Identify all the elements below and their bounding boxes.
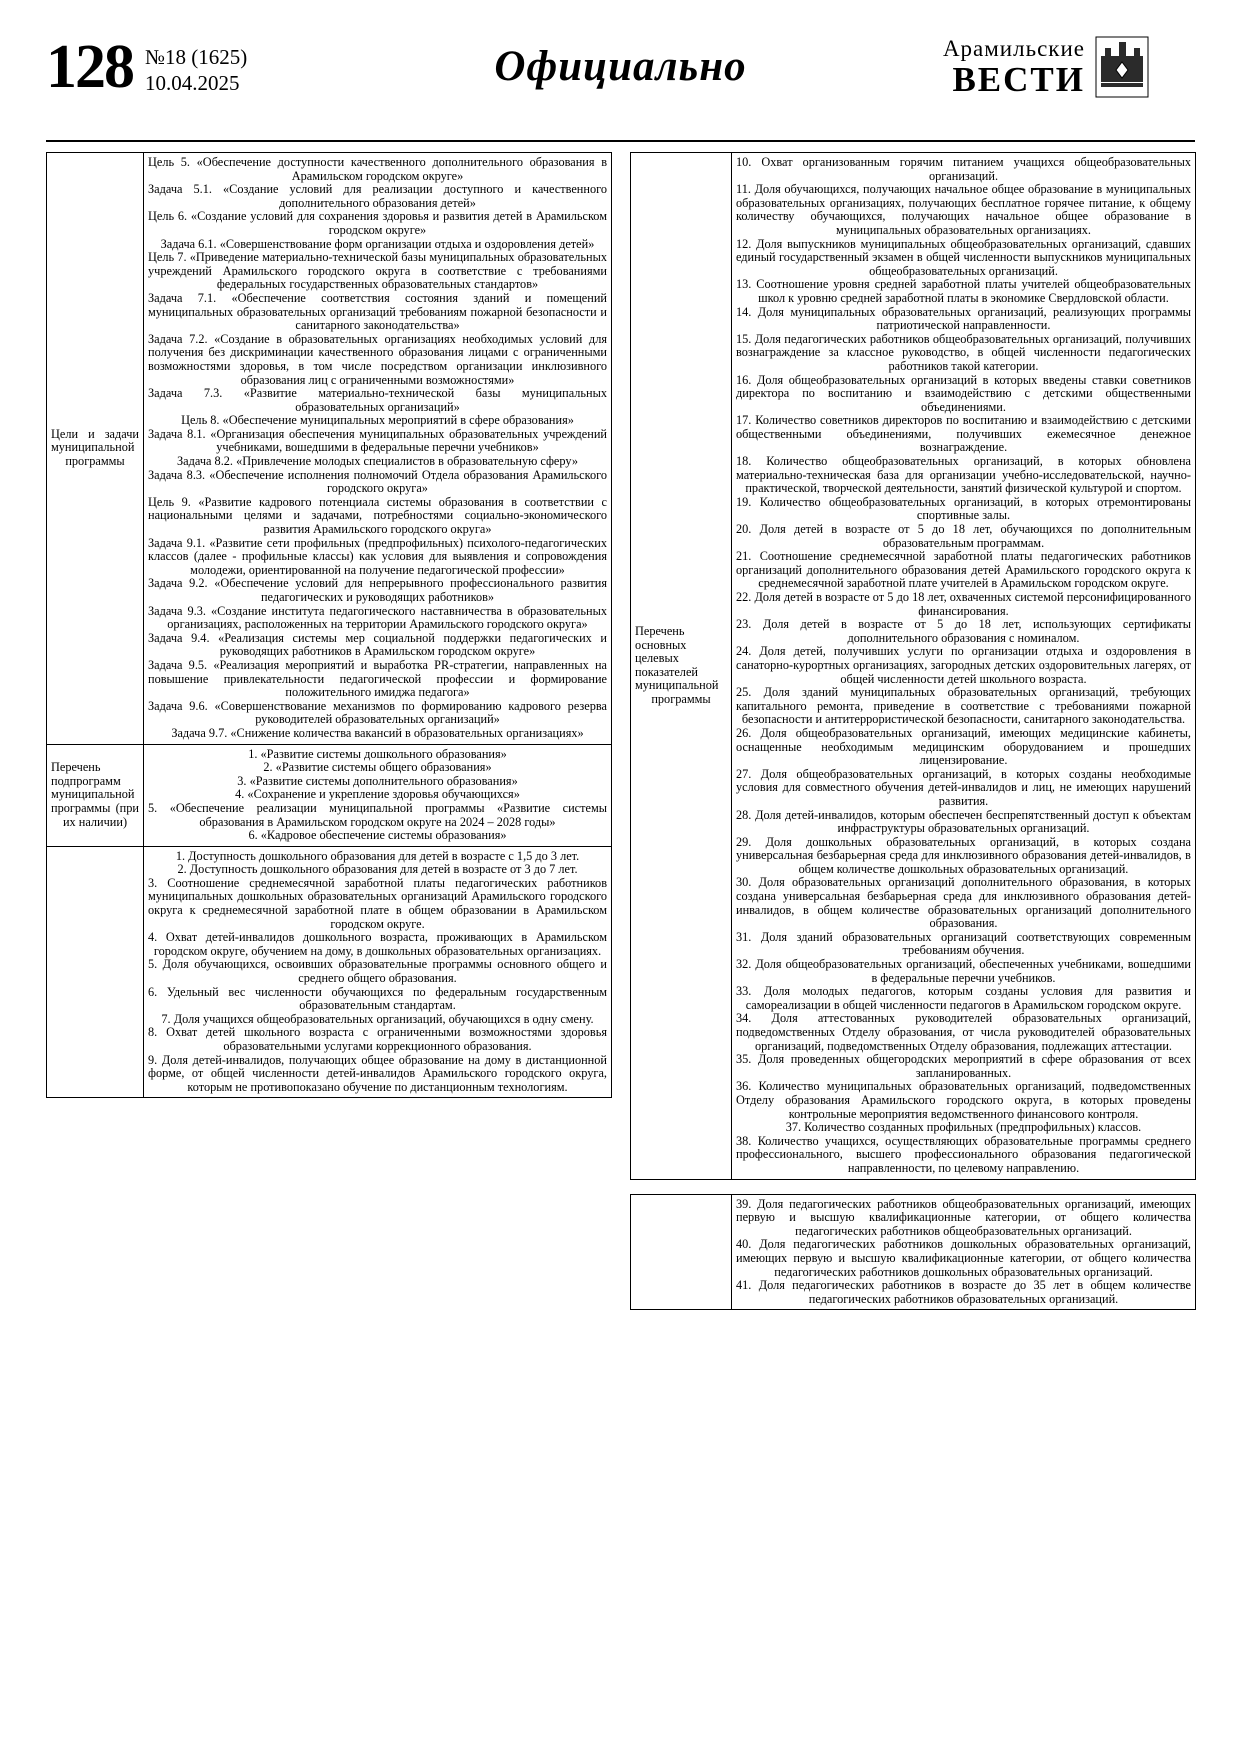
row-body-indicators-right bbox=[732, 153, 1196, 1180]
table-row bbox=[47, 153, 612, 745]
goal-6: Цель 6. «Создание условий для сохранения здоровья и развития детей в Арамильском городском округе» bbox=[148, 209, 607, 237]
table-row bbox=[631, 153, 1196, 1180]
masthead bbox=[46, 0, 1195, 134]
indicator-25: 25. Доля зданий муниципальных образовательных организаций, требующих капитального ремонта, приведение в соответствие с требованиями пожарной безопасности и антитеррористической безопасности, санитарного законодательства. bbox=[736, 685, 1191, 727]
indicator-3: 3. Соотношение среднемесячной заработной платы педагогических работников муниципальных дошкольных образовательных организаций Арамильского городского округа к среднемесячной заработной плате в общем образовании в Арамильском городском округе. bbox=[148, 875, 607, 931]
indicator-24: 24. Доля детей, получивших услуги по организации отдыха и оздоровления в санаторно-курортных организациях, загородных детских оздоровительных лагерях, от общей численности детей школьного возраста. bbox=[736, 644, 1191, 686]
task-9-5: Задача 9.5. «Реализация мероприятий и выработка PR-стратегии, направленных на повышение привлекательности педагогической профессии и формирование положительного имиджа педагога» bbox=[148, 657, 607, 700]
issue-number: №18 (1625) bbox=[145, 45, 248, 69]
indicator-12: 12. Доля выпускников муниципальных общеобразовательных организаций, сдавших единый государственный экзамен в общей численности выпускников муниципальных общеобразовательных организаций. bbox=[736, 236, 1191, 278]
indicator-35: 35. Доля проведенных общегородских мероприятий в сфере образования от всех запланированных. bbox=[736, 1052, 1191, 1080]
brand-line-1: Арамильские bbox=[942, 36, 1085, 61]
indicator-33: 33. Доля молодых педагогов, которым созданы условия для развития и самореализации в общей численности педагогов в Арамильском городском округе. bbox=[736, 984, 1191, 1012]
newspaper-logo bbox=[943, 36, 1149, 98]
table-row bbox=[47, 846, 612, 1098]
indicator-29: 29. Доля дошкольных образовательных организаций, в которых создана универсальная безбарьерная среда для инклюзивного образования детей-инвалидов, в общем количестве дошкольных образовательных организаций. bbox=[736, 834, 1191, 876]
indicator-2: 2. Доступность дошкольного образования для детей в возрасте от 3 до 7 лет. bbox=[177, 862, 578, 877]
row-label-subprograms: Перечень подпрограмм муниципальной программы (при их наличии) bbox=[47, 744, 144, 846]
task-8-2: Задача 8.2. «Привлечение молодых специалистов в образовательную сферу» bbox=[177, 454, 578, 469]
indicator-22: 22. Доля детей в возрасте от 5 до 18 лет, охваченных системой персонифицированного финансирования. bbox=[736, 590, 1191, 618]
masthead-divider bbox=[46, 140, 1195, 142]
indicator-31: 31. Доля зданий образовательных организаций соответствующих современным требованиям обучения. bbox=[736, 929, 1191, 958]
program-table-right-2 bbox=[630, 1194, 1196, 1311]
table-row bbox=[631, 1194, 1196, 1310]
program-table-left bbox=[46, 152, 612, 1098]
row-body-indicators-left bbox=[144, 846, 612, 1098]
row-label-empty-right bbox=[631, 1194, 732, 1310]
row-label-indicators: Перечень основных целевых показателей муниципальной программы bbox=[631, 153, 732, 1180]
indicator-27: 27. Доля общеобразовательных организаций, в которых созданы необходимые условия для совместного обучения детей-инвалидов и лиц, не имеющих нарушений развития. bbox=[736, 766, 1191, 808]
goal-5: Цель 5. «Обеспечение доступности качественного дополнительного образования в Арамильском городском округе» bbox=[148, 155, 607, 183]
indicator-14: 14. Доля муниципальных образовательных организаций, реализующих программы патриотической направленности. bbox=[736, 304, 1191, 333]
indicator-23: 23. Доля детей в возрасте от 5 до 18 лет, использующих сертификаты дополнительного образования с номиналом. bbox=[736, 617, 1191, 645]
section-title: Официально bbox=[494, 43, 747, 90]
task-9-2: Задача 9.2. «Обеспечение условий для непрерывного профессионального развития педагогических и руководящих работников» bbox=[148, 576, 607, 604]
right-column bbox=[630, 152, 1196, 1310]
subprogram-1: 1. «Развитие системы дошкольного образования» bbox=[248, 746, 507, 761]
indicator-32: 32. Доля общеобразовательных организаций, обеспеченных учебниками, вошедшими в федеральные перечни учебников. bbox=[736, 957, 1191, 985]
row-body-subprograms bbox=[144, 744, 612, 846]
subprogram-5: 5. «Обеспечение реализации муниципальной программы «Развитие системы образования в Арамильском городском округе на 2024 – 2028 годы» bbox=[148, 800, 607, 829]
indicator-40: 40. Доля педагогических работников дошкольных образовательных организаций, имеющих первую и высшую квалификационные категории, от общего количества педагогических работников дошкольных образовательных организаций. bbox=[736, 1237, 1191, 1279]
task-9-1: Задача 9.1. «Развитие сети профильных (предпрофильных) психолого-педагогических классов (далее - профильные классы) как условия для выявления и сопровождения молодежи, ориентированной на получение педагогической профессии» bbox=[148, 535, 607, 577]
indicator-8: 8. Охват детей школьного возраста с ограниченными возможностями здоровья образовательными услугами коррекционного образования. bbox=[148, 1025, 607, 1053]
task-9-7: Задача 9.7. «Снижение количества вакансий в образовательных организациях» bbox=[171, 725, 584, 740]
brand-text bbox=[943, 37, 1085, 97]
page-number: 128 bbox=[46, 33, 133, 101]
indicator-1: 1. Доступность дошкольного образования для детей в возрасте с 1,5 до 3 лет. bbox=[175, 848, 580, 863]
indicator-13: 13. Соотношение уровня средней заработной платы учителей общеобразовательных школ к уровню средней заработной платы в экономике Свердловской области. bbox=[736, 277, 1191, 305]
task-7-1: Задача 7.1. «Обеспечение соответствия состояния зданий и помещений муниципальных образовательных организаций требованиям пожарной безопасности и санитарного законодательства» bbox=[148, 290, 607, 333]
indicator-37: 37. Количество созданных профильных (предпрофильных) классов. bbox=[785, 1120, 1142, 1135]
indicator-9: 9. Доля детей-инвалидов, получающих общее образование на дому в дистанционной форме, от общей численности детей-инвалидов Арамильского городского округа, которым не противопоказано обучение по дистанционным технологиям. bbox=[148, 1052, 607, 1094]
task-7-3: Задача 7.3. «Развитие материально-технической базы муниципальных образовательных организаций» bbox=[148, 386, 607, 414]
task-5-1: Задача 5.1. «Создание условий для реализации доступного и качественного дополнительного образования детей» bbox=[148, 182, 607, 210]
subprogram-2: 2. «Развитие системы общего образования» bbox=[263, 760, 492, 775]
indicator-18: 18. Количество общеобразовательных организаций, в которых обновлена материально-техническая база для организации учебно-исследовательской, научно-практической, творческой деятельности, занятий физической культурой и спортом. bbox=[736, 454, 1191, 496]
issue-date: 10.04.2025 bbox=[145, 71, 240, 95]
task-9-6: Задача 9.6. «Совершенствование механизмов по формированию кадрового резерва руководителей образовательных организаций» bbox=[148, 698, 607, 727]
indicator-11: 11. Доля обучающихся, получающих начальное общее образование в муниципальных образовательных организациях, получающих бесплатное горячее питание, к общему количеству обучающихся, получающих начальное общее образование в муниципальных образовательных организациях. bbox=[736, 182, 1191, 237]
indicator-28: 28. Доля детей-инвалидов, которым обеспечен беспрепятственный доступ к объектам инфраструктуры образовательных организаций. bbox=[736, 807, 1191, 836]
task-9-3: Задача 9.3. «Создание института педагогического наставничества в образовательных организациях, расположенных на территории Арамильского городского округа» bbox=[148, 603, 607, 632]
goal-8: Цель 8. «Обеспечение муниципальных мероприятий в сфере образования» bbox=[181, 413, 574, 428]
task-6-1: Задача 6.1. «Совершенствование форм организации отдыха и оздоровления детей» bbox=[160, 236, 595, 251]
task-8-1: Задача 8.1. «Организация обеспечения муниципальных образовательных учреждений учебниками, вошедшими в федеральные перечни учебников» bbox=[148, 426, 607, 455]
indicator-4: 4. Охват детей-инвалидов дошкольного возраста, проживающих в Арамильском городском округе, обучением на дому, в дошкольных образовательных организациях. bbox=[148, 930, 607, 958]
indicator-7: 7. Доля учащихся общеобразовательных организаций, обучающихся в одну смену. bbox=[161, 1011, 594, 1026]
goal-7: Цель 7. «Приведение материально-технической базы муниципальных образовательных учреждений Арамильского городского округа в соответствие с требованиями федеральных государственных образовательных стандартов» bbox=[148, 250, 607, 292]
indicator-6: 6. Удельный вес численности обучающихся по федеральным государственным образовательным стандартам. bbox=[148, 984, 607, 1013]
row-body-goals bbox=[144, 153, 612, 745]
task-7-2: Задача 7.2. «Создание в образовательных организациях необходимых условий для получения без дискриминации качественного образования лицами с ограниченными возможностями здоровья, в том числе посредством организации инклюзивного образования лиц с ограниченными возможностями» bbox=[148, 331, 607, 387]
indicator-38: 38. Количество учащихся, осуществляющих образовательные программы среднего профессионального, высшего профессионального образования педагогической направленности, по целевому направлению. bbox=[736, 1133, 1191, 1175]
subprogram-3: 3. «Развитие системы дополнительного образования» bbox=[237, 773, 518, 788]
indicator-15: 15. Доля педагогических работников общеобразовательных организаций, получивших вознаграждение за классное руководство, в общей численности педагогических работников такой категории. bbox=[736, 331, 1191, 373]
subprogram-4: 4. «Сохранение и укрепление здоровья обучающихся» bbox=[235, 787, 520, 802]
row-body-indicators-right-2 bbox=[732, 1194, 1196, 1310]
indicator-39: 39. Доля педагогических работников общеобразовательных организаций, имеющих первую и высшую квалификационные категории, от общего количества педагогических работников общеобразовательных организаций. bbox=[736, 1196, 1191, 1238]
subprogram-6: 6. «Кадровое обеспечение системы образования» bbox=[248, 828, 507, 843]
indicator-21: 21. Соотношение среднемесячной заработной платы педагогических работников организаций дополнительного образования детей Арамильского городского округа к среднемесячной заработной плате учителей в Арамильском городском округе. bbox=[736, 549, 1191, 591]
program-table-right bbox=[630, 152, 1196, 1180]
indicator-19: 19. Количество общеобразовательных организаций, в которых отремонтированы спортивные залы. bbox=[736, 494, 1191, 523]
task-8-3: Задача 8.3. «Обеспечение исполнения полномочий Отдела образования Арамильского городского округа» bbox=[148, 467, 607, 496]
page-content bbox=[46, 152, 1195, 1310]
indicator-17: 17. Количество советников директоров по воспитанию и взаимодействию с детскими общественными объединениями, получивших ежемесячное денежное вознаграждение. bbox=[736, 413, 1191, 455]
row-label-goals: Цели и задачи муниципальной программы bbox=[47, 153, 144, 745]
indicator-5: 5. Доля обучающихся, освоивших образовательные программы основного общего и среднего общего образования. bbox=[148, 957, 607, 986]
task-9-4: Задача 9.4. «Реализация системы мер социальной поддержки педагогических и руководящих работников в Арамильском городском округе» bbox=[148, 630, 607, 659]
coat-of-arms-icon bbox=[1095, 36, 1149, 98]
indicator-10: 10. Охват организованным горячим питанием учащихся общеобразовательных организаций. bbox=[736, 155, 1191, 183]
indicator-16: 16. Доля общеобразовательных организаций в которых введены ставки советников директора по воспитанию и взаимодействию с детскими общественными объединениями. bbox=[736, 372, 1191, 414]
indicator-34: 34. Доля аттестованных руководителей образовательных организаций, подведомственных Отделу образования, от числа руководителей образовательных организаций, подведомственных Отделу образования, подлежащих аттестации. bbox=[736, 1011, 1191, 1053]
indicator-30: 30. Доля образовательных организаций дополнительного образования, в которых создана универсальная безбарьерная среда для инклюзивного образования детей-инвалидов, в общем количестве образовательных организаций дополнительного образования. bbox=[736, 875, 1191, 931]
indicator-20: 20. Доля детей в возрасте от 5 до 18 лет, обучающихся по дополнительным образовательным программам. bbox=[736, 522, 1191, 550]
row-label-empty-left bbox=[47, 846, 144, 1098]
table-row bbox=[47, 744, 612, 846]
indicator-36: 36. Количество муниципальных образовательных организаций, подведомственных Отделу образования Арамильского городского округа, в которых проведены контрольные мероприятия ведомственного финансового контроля. bbox=[736, 1079, 1191, 1121]
goal-9: Цель 9. «Развитие кадрового потенциала системы образования в соответствии с национальными целями и задачами, потребностями социально-экономического развития Арамильского городского округа» bbox=[148, 494, 607, 537]
indicator-26: 26. Доля общеобразовательных организаций, имеющих медицинские кабинеты, оснащенные необходимым медицинским оборудованием и прошедших лицензирование. bbox=[736, 725, 1191, 768]
indicator-41: 41. Доля педагогических работников в возрасте до 35 лет в общем количестве педагогических работников образовательных организаций. bbox=[736, 1278, 1191, 1306]
left-column bbox=[46, 152, 612, 1310]
brand-line-2: ВЕСТИ bbox=[952, 60, 1085, 99]
